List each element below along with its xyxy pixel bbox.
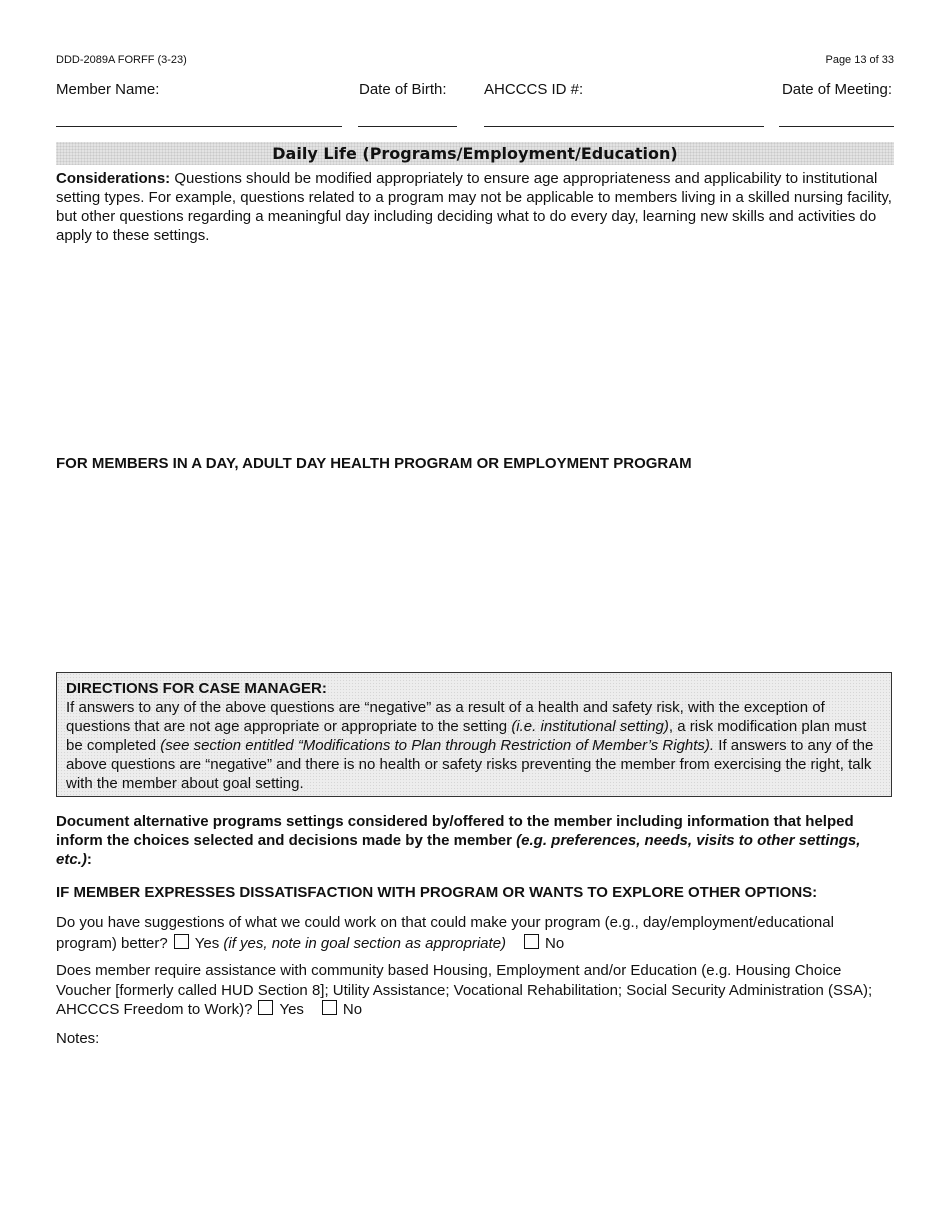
document-alt-italic: (e.g. preferences, needs, visits to other settings, etc.) bbox=[56, 832, 861, 868]
q2-yes-label: Yes bbox=[279, 1001, 304, 1018]
section-title: Daily Life (Programs/Employment/Education) bbox=[272, 144, 678, 163]
q2-yes-checkbox[interactable] bbox=[258, 1000, 273, 1015]
directions-box bbox=[56, 672, 892, 797]
directions-part1: If answers to any of the above questions are “negative” as a result of a health and safety risk, with the exception of questions that are not age appropriate or appropriate to the setting bbox=[66, 699, 825, 735]
dissatisfaction-heading: IF MEMBER EXPRESSES DISSATISFACTION WITH PROGRAM OR WANTS TO EXPLORE OTHER OPTIONS: bbox=[56, 884, 818, 901]
directions-part4: (see section entitled “Modifications to Plan through Restriction of Member’s Rights). bbox=[160, 737, 715, 754]
form-id: DDD-2089A FORFF (3-23) bbox=[56, 54, 187, 66]
q2-text: Does member require assistance with community based Housing, Employment and/or Education (e.g. Housing Choice Voucher [formerly called HUD Section 8]; Utility Assistance; Vocational Rehabilitation; Social Security Administration (SSA); AHCCCS Freedom to Work)? bbox=[56, 962, 873, 1018]
member-name-label: Member Name: bbox=[56, 81, 160, 98]
directions-part2: (i.e. institutional setting) bbox=[511, 718, 669, 735]
document-alternatives bbox=[56, 812, 894, 869]
question-1 bbox=[56, 912, 894, 954]
dob-field[interactable] bbox=[358, 126, 457, 127]
q1-yes-note: (if yes, note in goal section as appropriate) bbox=[223, 935, 507, 952]
member-name-field[interactable] bbox=[56, 126, 342, 127]
document-alt-end: : bbox=[86, 851, 92, 868]
q1-no-checkbox[interactable] bbox=[524, 934, 539, 949]
question-2 bbox=[56, 961, 894, 1020]
q1-no-label: No bbox=[545, 935, 565, 952]
q2-no-label: No bbox=[342, 1001, 363, 1018]
program-heading: FOR MEMBERS IN A DAY, ADULT DAY HEALTH PROGRAM OR EMPLOYMENT PROGRAM bbox=[56, 455, 692, 472]
ahcccs-id-label: AHCCCS ID #: bbox=[484, 81, 584, 98]
directions-text bbox=[66, 698, 886, 793]
directions-part3: , a risk modification plan must be completed bbox=[66, 718, 867, 754]
ahcccs-id-field[interactable] bbox=[484, 126, 764, 127]
dob-label: Date of Birth: bbox=[359, 81, 447, 98]
q2-no-checkbox[interactable] bbox=[322, 1000, 337, 1015]
q1-text: Do you have suggestions of what we could work on that could make your program (e.g., day/employment/educational program) better? bbox=[56, 914, 834, 952]
notes-label: Notes: bbox=[56, 1030, 100, 1047]
considerations bbox=[56, 169, 894, 245]
directions-title: DIRECTIONS FOR CASE MANAGER: bbox=[66, 680, 327, 697]
considerations-label: Considerations: bbox=[56, 170, 171, 187]
q1-yes-label: Yes bbox=[194, 935, 220, 952]
q1-yes-checkbox[interactable] bbox=[174, 934, 189, 949]
meeting-date-field[interactable] bbox=[779, 126, 894, 127]
meeting-date-label: Date of Meeting: bbox=[781, 81, 892, 98]
page-number: Page 13 of 33 bbox=[825, 54, 894, 66]
document-alt-text: Document alternative programs settings considered by/offered to the member including information that helped inform the choices selected and decisions made by the member bbox=[56, 813, 854, 849]
considerations-text: Questions should be modified appropriately to ensure age appropriateness and applicability to institutional setting types. For example, questions related to a program may not be applicable to members living in a skilled nursing facility, but other questions regarding a meaningful day including deciding what to do every day, learning new skills and activities do apply to these settings. bbox=[56, 170, 892, 244]
directions-part5: If answers to any of the above questions are “negative” and there is no health or safety risks preventing the member from exercising the right, talk with the member about goal setting. bbox=[66, 737, 874, 792]
